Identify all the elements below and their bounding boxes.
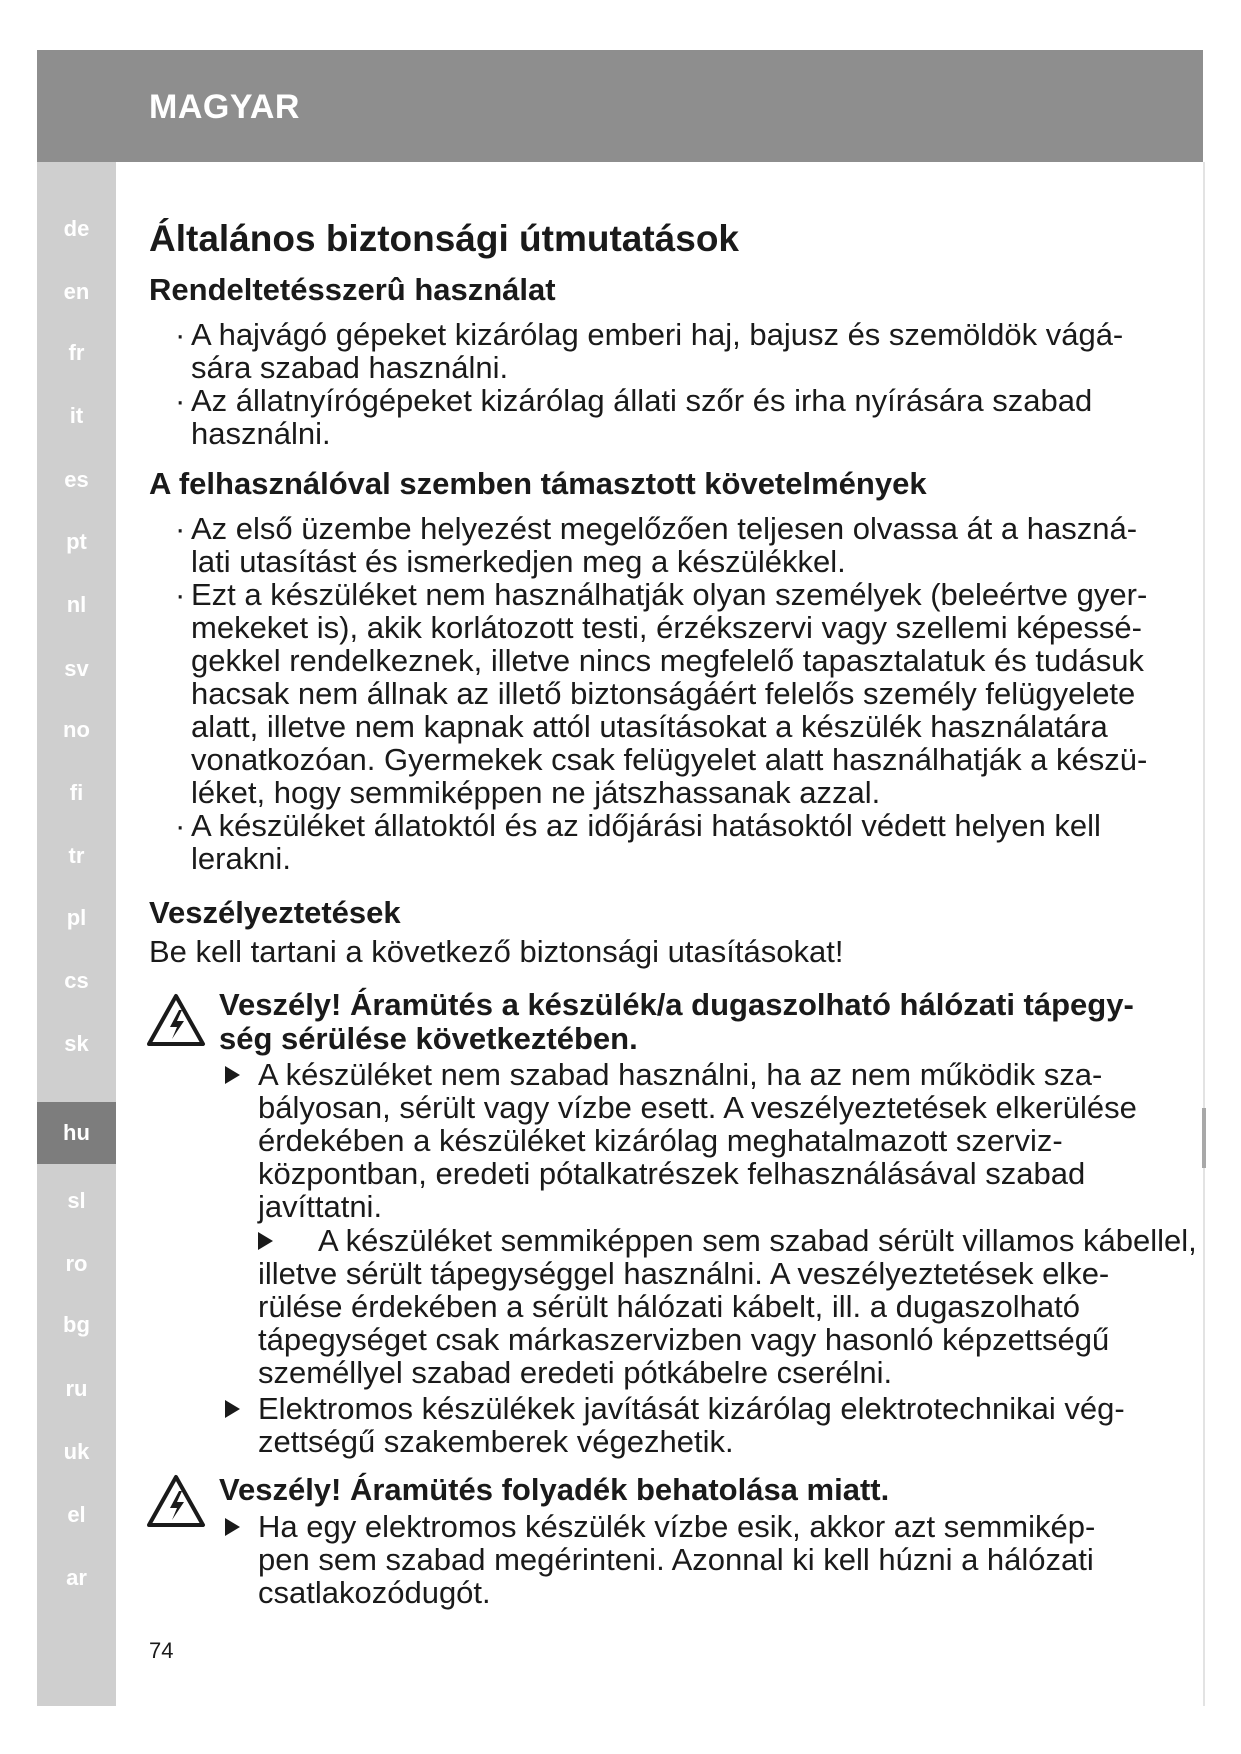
lang-tab-uk: uk [63,1439,90,1464]
lang-tab-no: no [63,717,90,742]
warning-title-liquid: Veszély! Áramütés folyadék behatolása miatt. [219,1472,890,1507]
arrow-icon [258,1232,273,1250]
lang-tab-ru: ru [65,1376,88,1401]
warning-item: Ha egy elektromos készülék vízbe esik, akkor azt semmikép- pen sem szabad megérinteni. Azonnal ki kell húzni a hálózati csatlakozódugót. [225,1510,1203,1609]
lang-tab-pl: pl [66,905,87,930]
lang-tab-hu: hu [37,1102,116,1164]
lang-tab-ro: ro [65,1251,88,1276]
lang-tab-pt: pt [66,529,87,554]
lang-tab-ar: ar [66,1565,87,1590]
lang-tab-fi: fi [69,780,84,805]
lang-tab-nl: nl [66,592,87,617]
arrow-icon [225,1518,240,1536]
lang-tab-bg: bg [63,1312,90,1337]
warning-item-continuation: illetve sérült tápegységgel használni. A veszélyeztetések elke- rülése érdekében a sérült hálózati kábelt, ill. a dugaszolható tápegységet csak márkaszervizben vagy hasonló képzettségű személlyel szabad eredeti pótkábelre cserélni. [258,1256,1110,1390]
electric-hazard-icon [146,1474,206,1528]
lang-tab-el: el [67,1502,86,1527]
lang-tab-de: de [63,216,90,241]
section-heading-hazards: Veszélyeztetések [149,895,401,930]
lang-tab-sk: sk [64,1031,89,1056]
electric-hazard-icon [146,993,206,1047]
bullet-item: · Ezt a készüléket nem használhatják olyan személyek (beleértve gyer- mekeket is), akik korlátozott testi, érzékszervi vagy szellemi képessé- gekkel rendelkeznek, illetve nincs megfelelő tapasztalatuk és tudásuk hacsak nem állnak az illető biztonságáért felelős személy felügyelete alatt, illetve nem kapnak attól utasításokat a készülék használatára vonatkozóan. Gyermekek csak felügyelet alatt használhatják a készü- léket, hogy semmiképpen ne játszhassanak azzal. [175,577,1148,810]
language-title: MAGYAR [149,88,300,126]
warning-title-device-damage: Veszély! Áramütés a készülék/a dugaszolható hálózati tápegy- ség sérülése következtében. [219,987,1134,1056]
lang-tab-sv: sv [64,656,89,681]
bullet-item: · Az állatnyírógépeket kizárólag állati szőr és irha nyírására szabad használni. [175,383,1093,451]
lang-tab-es: es [64,467,89,492]
section-heading-intended-use: Rendeltetésszerû használat [149,272,556,307]
page-number: 74 [149,1638,174,1663]
warning-item: A készüléket nem szabad használni, ha az nem működik sza- bályosan, sérült vagy vízbe esett. A veszélyeztetések elkerülése érdekében a készüléket kizárólag meghatalmazott szerviz- központban, eredeti pótalkatrészek felhasználásával szabad javíttatni. [225,1058,1203,1223]
lang-tab-sl: sl [67,1188,86,1213]
page-title: Általános biztonsági útmutatások [149,218,740,259]
hazards-intro: Be kell tartani a következő biztonsági utasításokat! [149,934,844,969]
lang-tab-cs: cs [64,968,89,993]
lang-tab-it: it [69,403,84,428]
section-heading-user-requirements: A felhasználóval szemben támasztott követelmények [149,466,927,501]
warning-item: Elektromos készülékek javítását kizárólag elektrotechnikai vég- zettségű szakemberek végezhetik. [225,1392,1203,1458]
warning-item: A készüléket semmiképpen sem szabad sérült villamos kábellel, [225,1224,1203,1257]
bullet-item: · A hajvágó gépeket kizárólag emberi haj, bajusz és szemöldök vágá- sára szabad használni. [175,317,1124,385]
lang-tab-fr: fr [68,340,85,365]
language-sidebar [37,162,116,1706]
bullet-item: · Az első üzembe helyezést megelőzően teljesen olvassa át a haszná- lati utasítást és ismerkedjen meg a készülékkel. [175,511,1138,579]
right-rule [1203,162,1205,1706]
bullet-item: · A készüléket állatoktól és az időjárási hatásoktól védett helyen kell lerakni. [175,808,1101,876]
lang-tab-tr: tr [68,843,85,868]
arrow-icon [225,1400,240,1418]
header-bar [37,50,1203,162]
lang-tab-en: en [63,279,90,304]
arrow-icon [225,1066,240,1084]
